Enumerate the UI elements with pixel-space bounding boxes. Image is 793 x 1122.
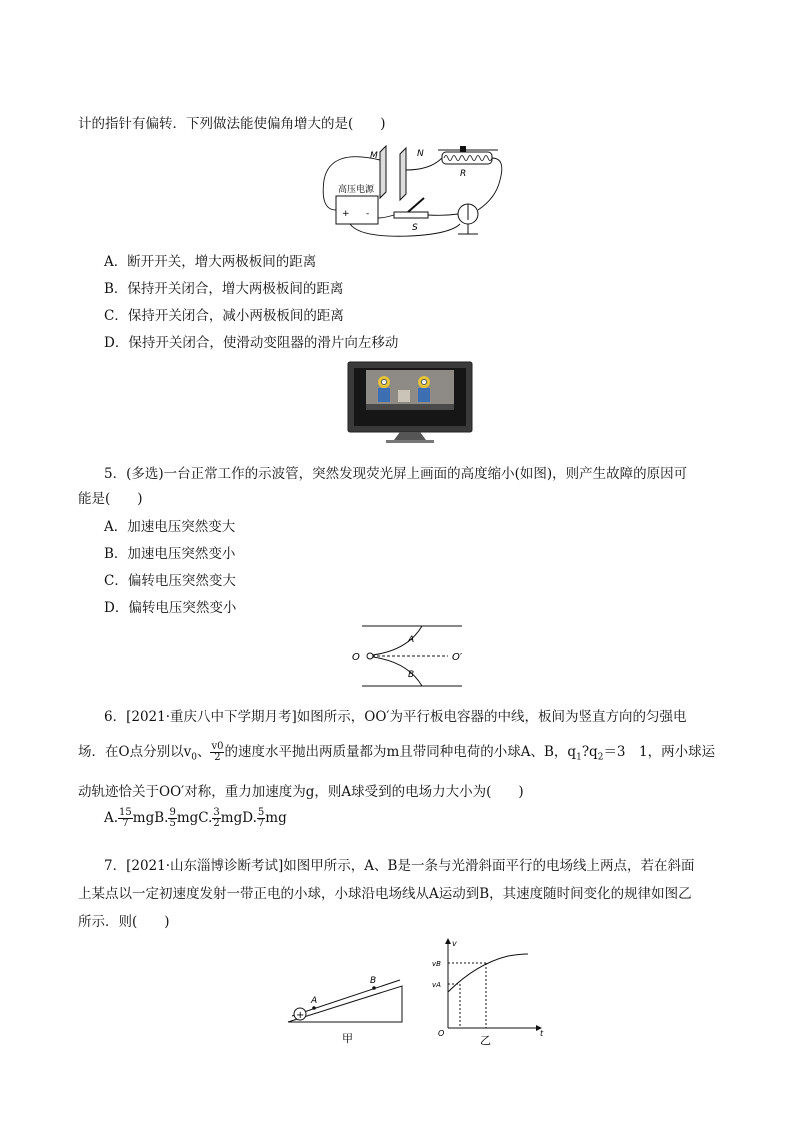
v0-over-2-fraction: $\frac{v0}{2}$: [211, 741, 224, 763]
q5-tv-figure: [346, 360, 474, 444]
q4-option-b: B．保持开关闭合，增大两极板间的距离: [104, 281, 344, 297]
label-m: M: [370, 151, 378, 161]
svg-text:-: -: [366, 209, 370, 219]
svg-text:v: v: [452, 939, 457, 948]
q5-option-a: A．加速电压突然变大: [104, 519, 236, 535]
svg-text:vA: vA: [432, 981, 441, 989]
label-a: A: [311, 996, 318, 1006]
label-o: O: [352, 652, 360, 663]
q7-vt-graph: [428, 936, 548, 1048]
svg-text:+: +: [296, 1010, 305, 1021]
q5-option-d: D．偏转电压突然变小: [104, 600, 237, 616]
q7-incline-figure: [284, 958, 408, 1048]
q4-circuit-figure: [320, 140, 510, 240]
plate-m: [380, 146, 386, 198]
q4-option-a: A．断开开关，增大两极板间的距离: [104, 254, 317, 270]
label-o-prime: O′: [452, 652, 463, 663]
q7-stem-line2: 上某点以一定初速度发射一带正电的小球，小球沿电场线从A运动到B，其速度随时间变化的规律如图乙: [78, 886, 692, 902]
svg-text:+: +: [342, 209, 350, 219]
q7-stem-line3: 所示．则( ): [78, 914, 170, 930]
q7-stem-line1: 7．[2021·山东淄博诊断考试]如图甲所示，A、B是一条与光滑斜面平行的电场线上两点，若在斜面: [104, 858, 695, 874]
rheostat: [442, 152, 492, 164]
q5-option-c: C．偏转电压突然变大: [104, 573, 236, 589]
svg-text:O: O: [438, 1029, 445, 1038]
q4-option-d: D．保持开关闭合，使滑动变阻器的滑片向左移动: [104, 335, 399, 351]
label-n: N: [417, 149, 424, 159]
q6-trajectory-figure: [338, 622, 468, 690]
q6-stem-line3: 动轨迹恰关于OO′对称，重力加速度为g，则A球受到的电场力大小为( ): [78, 784, 524, 800]
svg-text:vB: vB: [432, 960, 441, 968]
label-source: 高压电源: [338, 185, 375, 195]
q6-options: A. $\frac{15}{7}$ mgB. $\frac{9}{5}$ mgC. $\frac{3}{2}$ mgD. $\frac{5}{7}$ mg: [104, 807, 287, 829]
q6-stem-line2: 场．在O点分别以$v_0$、 $\frac{v0}{2}$ 的速度水平抛出两质量都为m且带同种电荷的小球A、B，$q_1?q_2=3$ 1，两小球运: [78, 741, 716, 763]
label-r: R: [460, 169, 467, 179]
q4-option-c: C．保持开关闭合，减小两极板间的距离: [104, 308, 344, 324]
label-b: B: [408, 670, 415, 680]
q6-stem-line1: 6．[2021·重庆八中下学期月考]如图所示，OO′为平行板电容器的中线，板间为竖直方向的匀强电: [104, 709, 687, 725]
q5-stem-line1: 5．(多选)一台正常工作的示波管，突然发现荧光屏上画面的高度缩小(如图)，则产生故障的原因可: [104, 466, 688, 482]
label-a: A: [408, 635, 415, 645]
q5-option-b: B．加速电压突然变小: [104, 546, 236, 562]
q4-stem-tail: 计的指针有偏转．下列做法能使偏角增大的是( ): [78, 116, 386, 132]
caption-jia: 甲: [342, 1032, 353, 1045]
plate-n: [400, 148, 406, 200]
svg-text:t: t: [540, 1029, 544, 1038]
caption-yi: 乙: [480, 1034, 491, 1047]
label-s: S: [412, 223, 418, 233]
q5-stem-line2: 能是( ): [78, 491, 143, 507]
label-b: B: [370, 976, 377, 986]
